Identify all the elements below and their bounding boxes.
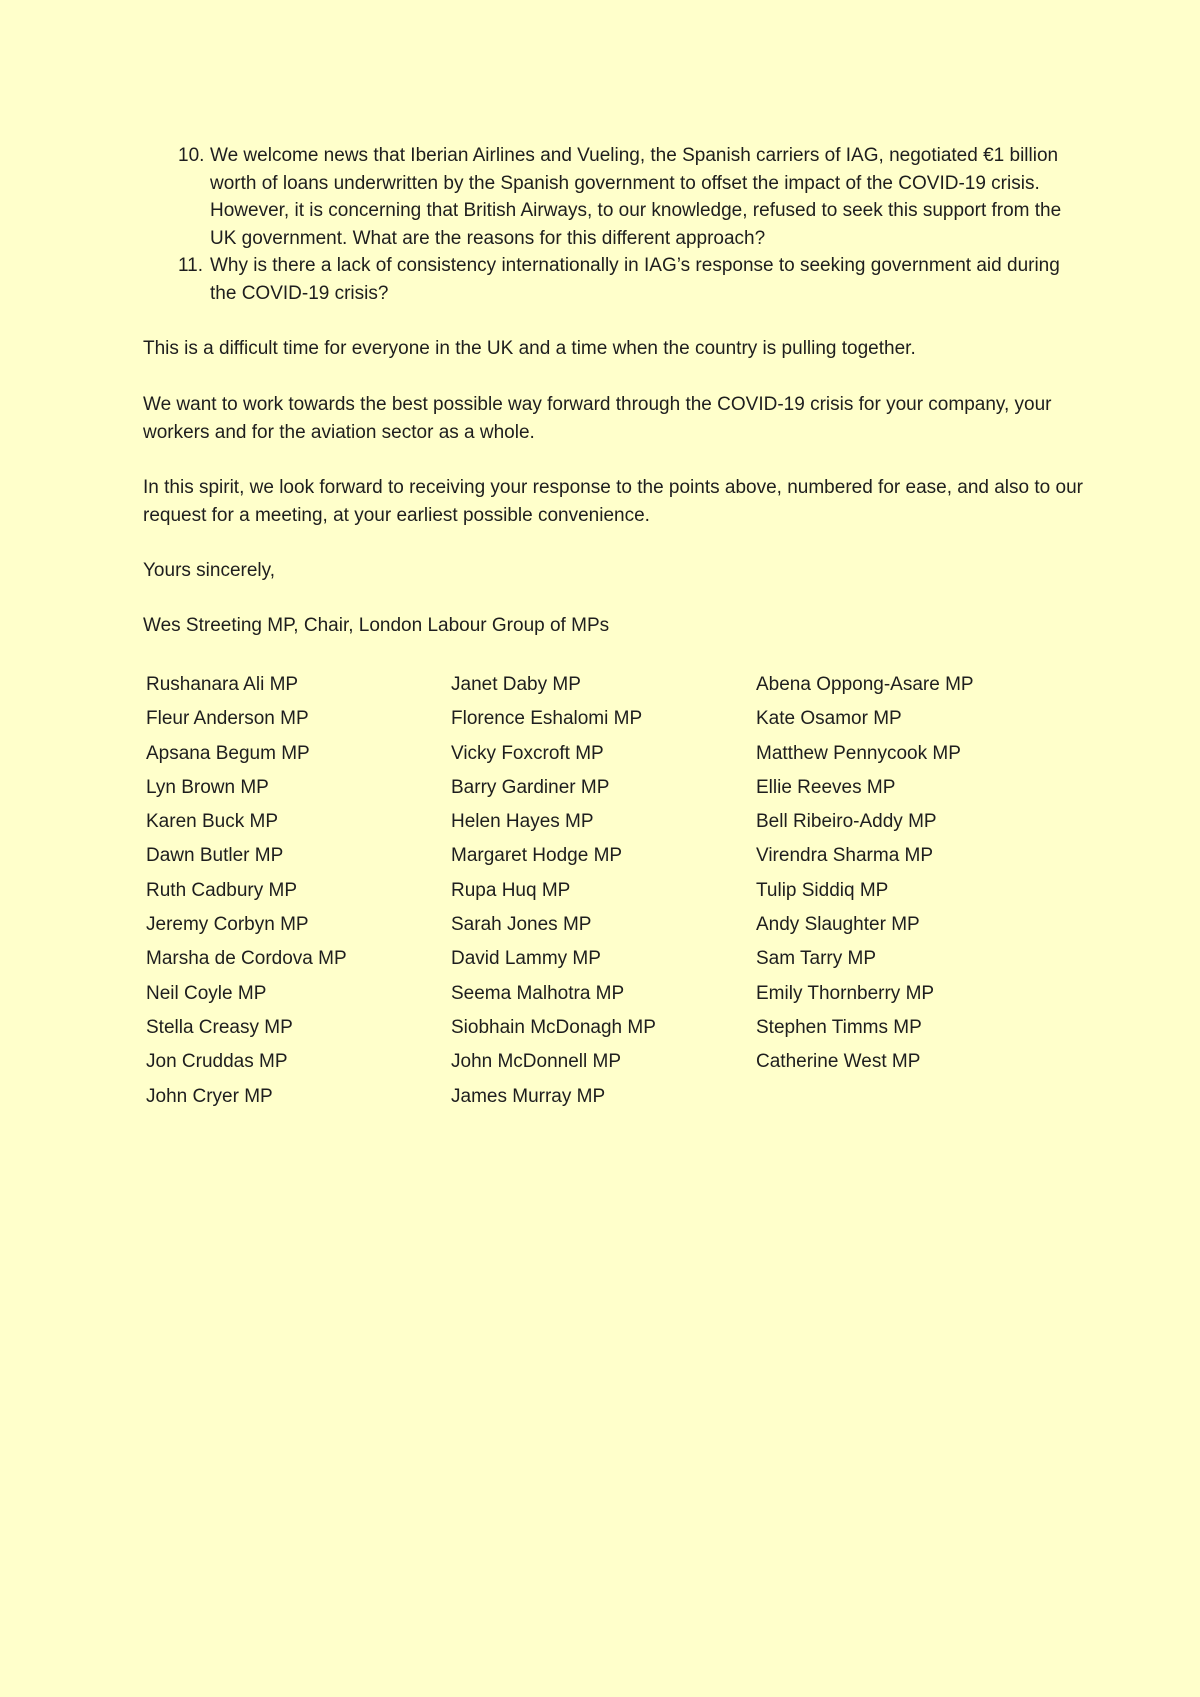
- signatory-name: Jeremy Corbyn MP: [146, 914, 309, 936]
- signatory-name: Sam Tarry MP: [756, 948, 877, 970]
- signatory-name: Barry Gardiner MP: [451, 776, 610, 798]
- signatory-name: Siobhain McDonagh MP: [451, 1016, 656, 1038]
- signatories-column-1: [146, 671, 451, 1117]
- signatory-name: Virendra Sharma MP: [756, 845, 934, 867]
- point-text: Why is there a lack of consistency internationally in IAG’s response to seeking government aid during the COVID-19 crisis?: [210, 255, 1060, 304]
- signatory-name: Lyn Brown MP: [146, 776, 269, 798]
- signatory-name: David Lammy MP: [451, 948, 601, 970]
- signatory-name: Florence Eshalomi MP: [451, 708, 643, 730]
- signatory-name: Kate Osamor MP: [756, 708, 902, 730]
- signatory-name: Jon Cruddas MP: [146, 1051, 288, 1073]
- signatory-name: Rupa Huq MP: [451, 879, 571, 901]
- closing-salutation: Yours sincerely,: [143, 560, 276, 581]
- paragraph-difficult-time: This is a difficult time for everyone in the UK and a time when the country is pulling together.: [143, 338, 916, 359]
- signatory-name: Neil Coyle MP: [146, 982, 267, 1004]
- signatory-name: Abena Oppong-Asare MP: [756, 674, 974, 695]
- signatory-name: John McDonnell MP: [451, 1051, 622, 1073]
- signatory-name: Catherine West MP: [756, 1051, 921, 1073]
- signatory-name: Karen Buck MP: [146, 811, 278, 833]
- signatory-name: Fleur Anderson MP: [146, 708, 309, 730]
- signatory-name: Margaret Hodge MP: [451, 845, 623, 867]
- signatories-column-3: [756, 671, 1061, 1117]
- signatory-name: Seema Malhotra MP: [451, 982, 625, 1004]
- signatory-name: Apsana Begum MP: [146, 742, 310, 764]
- signatory-name: Dawn Butler MP: [146, 845, 284, 867]
- signatory-name: Stella Creasy MP: [146, 1016, 293, 1038]
- point-number: 11.: [178, 255, 204, 277]
- point-10: [143, 142, 1063, 252]
- signatory-name: Tulip Siddiq MP: [756, 879, 889, 901]
- signatory-name: Janet Daby MP: [451, 674, 581, 695]
- point-text: We welcome news that Iberian Airlines and Vueling, the Spanish carriers of IAG, negotiated €1 billion worth of loans underwritten by the Spanish government to offset the impact of the COVID-19 crisis. However, it is concerning that British Airways, to our knowledge, refused to seek this support from the UK government. What are the reasons for this different approach?: [210, 145, 1062, 249]
- paragraph-request: In this spirit, we look forward to receiving your response to the points above, numbered for ease, and also to our request for a meeting, at your earliest possible convenience.: [143, 477, 1083, 526]
- signatory-name: Stephen Timms MP: [756, 1016, 922, 1038]
- signatory-name: Emily Thornberry MP: [756, 982, 935, 1004]
- signatory-name: Bell Ribeiro-Addy MP: [756, 811, 937, 833]
- paragraph-way-forward: We want to work towards the best possible way forward through the COVID-19 crisis for your company, your workers and for the aviation sector as a whole.: [143, 394, 1052, 443]
- signatory-name: Ruth Cadbury MP: [146, 879, 298, 901]
- signatory-name: Vicky Foxcroft MP: [451, 742, 604, 764]
- signatory-name: James Murray MP: [451, 1085, 606, 1107]
- numbered-points-list: [143, 142, 1063, 308]
- signatory-name: Helen Hayes MP: [451, 811, 594, 833]
- signatory-name: John Cryer MP: [146, 1085, 273, 1107]
- signatories-list: [146, 671, 1086, 1117]
- point-number: 10.: [178, 145, 205, 166]
- point-11: [143, 252, 1063, 307]
- signatories-column-2: [451, 671, 756, 1117]
- signatory-name: Marsha de Cordova MP: [146, 948, 347, 970]
- lead-signatory: Wes Streeting MP, Chair, London Labour Group of MPs: [143, 615, 610, 636]
- signatory-name: Ellie Reeves MP: [756, 776, 896, 798]
- signatory-name: Matthew Pennycook MP: [756, 742, 961, 764]
- signatory-name: Andy Slaughter MP: [756, 914, 920, 936]
- signatory-name: Sarah Jones MP: [451, 914, 592, 936]
- signatory-name: Rushanara Ali MP: [146, 674, 299, 695]
